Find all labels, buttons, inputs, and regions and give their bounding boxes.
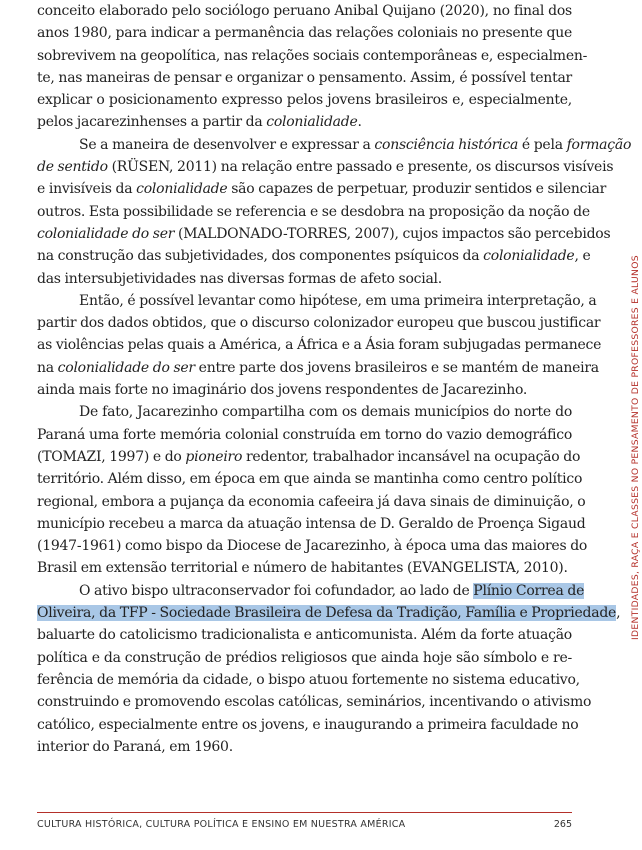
text-line [37,401,572,423]
text-line [37,647,572,669]
text-line [37,446,581,468]
text-run: outros. Esta possibilidade se referencia e se desdobra na proposição da noção de [37,203,590,220]
text-run: pelos jacarezinhenses a partir da [37,114,267,131]
text-line [37,22,572,44]
italic-text: de sentido [37,159,108,176]
text-line [37,178,607,200]
text-line [37,45,588,67]
text-run: interior do Paraná, em 1960. [37,738,233,755]
body-text [37,0,632,758]
text-line [37,312,601,334]
italic-text: colonialidade [483,248,575,265]
text-run: (MALDONADO-TORRES, 2007), cujos impactos são percebidos [174,225,611,242]
text-run: baluarte do catolicismo tradicionalista e anticomunista. Além da forte atuação [37,627,572,644]
text-run: . [357,114,362,131]
italic-text: colonialidade [136,181,228,198]
text-line [37,268,572,290]
text-run: e invisíveis da [37,181,137,198]
highlighted-text[interactable]: Plínio Correa de [473,582,585,599]
text-run: na construção das subjetividades, dos componentes psíquicos da [37,248,484,265]
text-run: partir dos dados obtidos, que o discurso colonizador europeu que buscou justificar [37,315,601,332]
italic-text: colonialidade do ser [57,359,195,376]
italic-text: colonialidade [266,114,358,131]
text-run: política e da construção de prédios religiosos que ainda hoje são símbolo e re- [37,649,572,666]
text-run: regional, embora a pujança da economia cafeeira já dava sinais de diminuição, o [37,493,586,510]
text-line [37,290,597,312]
text-line [37,424,572,446]
text-run: território. Além disso, em época em que ainda se mantinha como centro político [37,471,583,488]
text-run: (RÜSEN, 2011) na relação entre passado e presente, os discursos visíveis [107,159,614,176]
text-run: , e [574,248,591,265]
text-run: (1947-1961) como bispo da Diocese de Jacarezinho, à época uma das maiores do [37,538,588,555]
text-run: explicar o posicionamento expresso pelos jovens brasileiros e, especialmente, [37,92,572,109]
text-line [37,357,599,379]
text-line [37,714,579,736]
text-line [37,0,572,22]
text-run: Então, é possível levantar como hipótese, em uma primeira interpretação, a [79,292,597,309]
italic-text: colonialidade do ser [37,225,175,242]
text-run: Se a maneira de desenvolver e expressar a [79,136,375,153]
paragraph [37,134,632,290]
paragraph [37,401,588,579]
text-line [37,67,572,89]
text-run: entre parte dos jovens brasileiros e se mantém de maneira [194,359,599,376]
text-line [37,513,586,535]
text-run: ferência de memória da cidade, o bispo atuou fortemente no sistema educativo, [37,671,580,688]
text-line [37,691,592,713]
text-run: construindo e promovendo escolas católicas, seminários, incentivando o ativismo [37,694,592,711]
text-line [37,134,632,156]
text-line [37,624,572,646]
footer-book-title: CULTURA HISTÓRICA, CULTURA POLÍTICA E ENSINO EM NUESTRA AMÉRICA [37,819,406,830]
text-run: anos 1980, para indicar a permanência das relações coloniais no presente que [37,25,572,42]
text-run: ainda mais forte no imaginário dos jovens respondentes de Jacarezinho. [37,382,528,399]
text-run: De fato, Jacarezinho compartilha com os demais municípios do norte do [79,404,572,421]
footer-rule [37,812,572,813]
text-run: O ativo bispo ultraconservador foi cofundador, ao lado de [79,582,474,599]
text-run: católico, especialmente entre os jovens, e inaugurando a primeira faculdade no [37,716,579,733]
highlighted-text[interactable]: Oliveira, da TFP - Sociedade Brasileira de Defesa da Tradição, Família e Propriedade [37,605,617,622]
italic-text: consciência histórica [374,136,519,153]
text-run: município recebeu a marca da atuação intensa de D. Geraldo de Proença Sigaud [37,515,586,532]
text-line [37,379,572,401]
text-line [37,334,602,356]
text-line [37,602,621,624]
text-run: são capazes de perpetuar, produzir sentidos e silenciar [227,181,607,198]
paragraph [37,0,588,134]
text-line [37,156,614,178]
paragraph [37,290,602,401]
text-line [37,223,611,245]
italic-text: pioneiro [185,448,243,465]
running-side-title [617,190,641,640]
text-line [37,580,585,602]
text-line [37,557,572,579]
text-line [37,535,588,557]
text-line [37,245,591,267]
text-run: na [37,359,58,376]
text-line [37,89,572,111]
text-run: Paraná uma forte memória colonial construída em torno do vazio demográfico [37,426,572,443]
text-run: conceito elaborado pelo sociólogo peruano Anibal Quijano (2020), no final dos [37,3,572,19]
paragraph [37,580,621,758]
text-run: das intersubjetividades nas diversas formas de afeto social. [37,270,442,287]
text-line [37,468,583,490]
text-run: sobrevivem na geopolítica, nas relações sociais contemporâneas e, especialmen- [37,47,588,64]
text-run: é pela [518,136,567,153]
text-line [37,669,580,691]
text-run: redentor, trabalhador incansável na ocupação do [242,448,581,465]
text-run: te, nas maneiras de pensar e organizar o pensamento. Assim, é possível tentar [37,69,572,86]
text-run: , [616,605,621,622]
text-line [37,201,590,223]
text-run: (TOMAZI, 1997) e do [37,448,186,465]
text-line [37,736,572,758]
page-number: 265 [553,819,572,830]
text-line [37,491,586,513]
side-title-text: IDENTIDADES, RAÇA E CLASSES NO PENSAMENTO DE PROFESSORES E ALUNOS [630,255,641,640]
text-line [37,111,572,133]
italic-text: formação [566,136,632,153]
text-run: Brasil em extensão territorial e número de habitantes (EVANGELISTA, 2010). [37,560,568,577]
text-run: as violências pelas quais a América, a África e a Ásia foram subjugadas permanece [37,337,602,354]
